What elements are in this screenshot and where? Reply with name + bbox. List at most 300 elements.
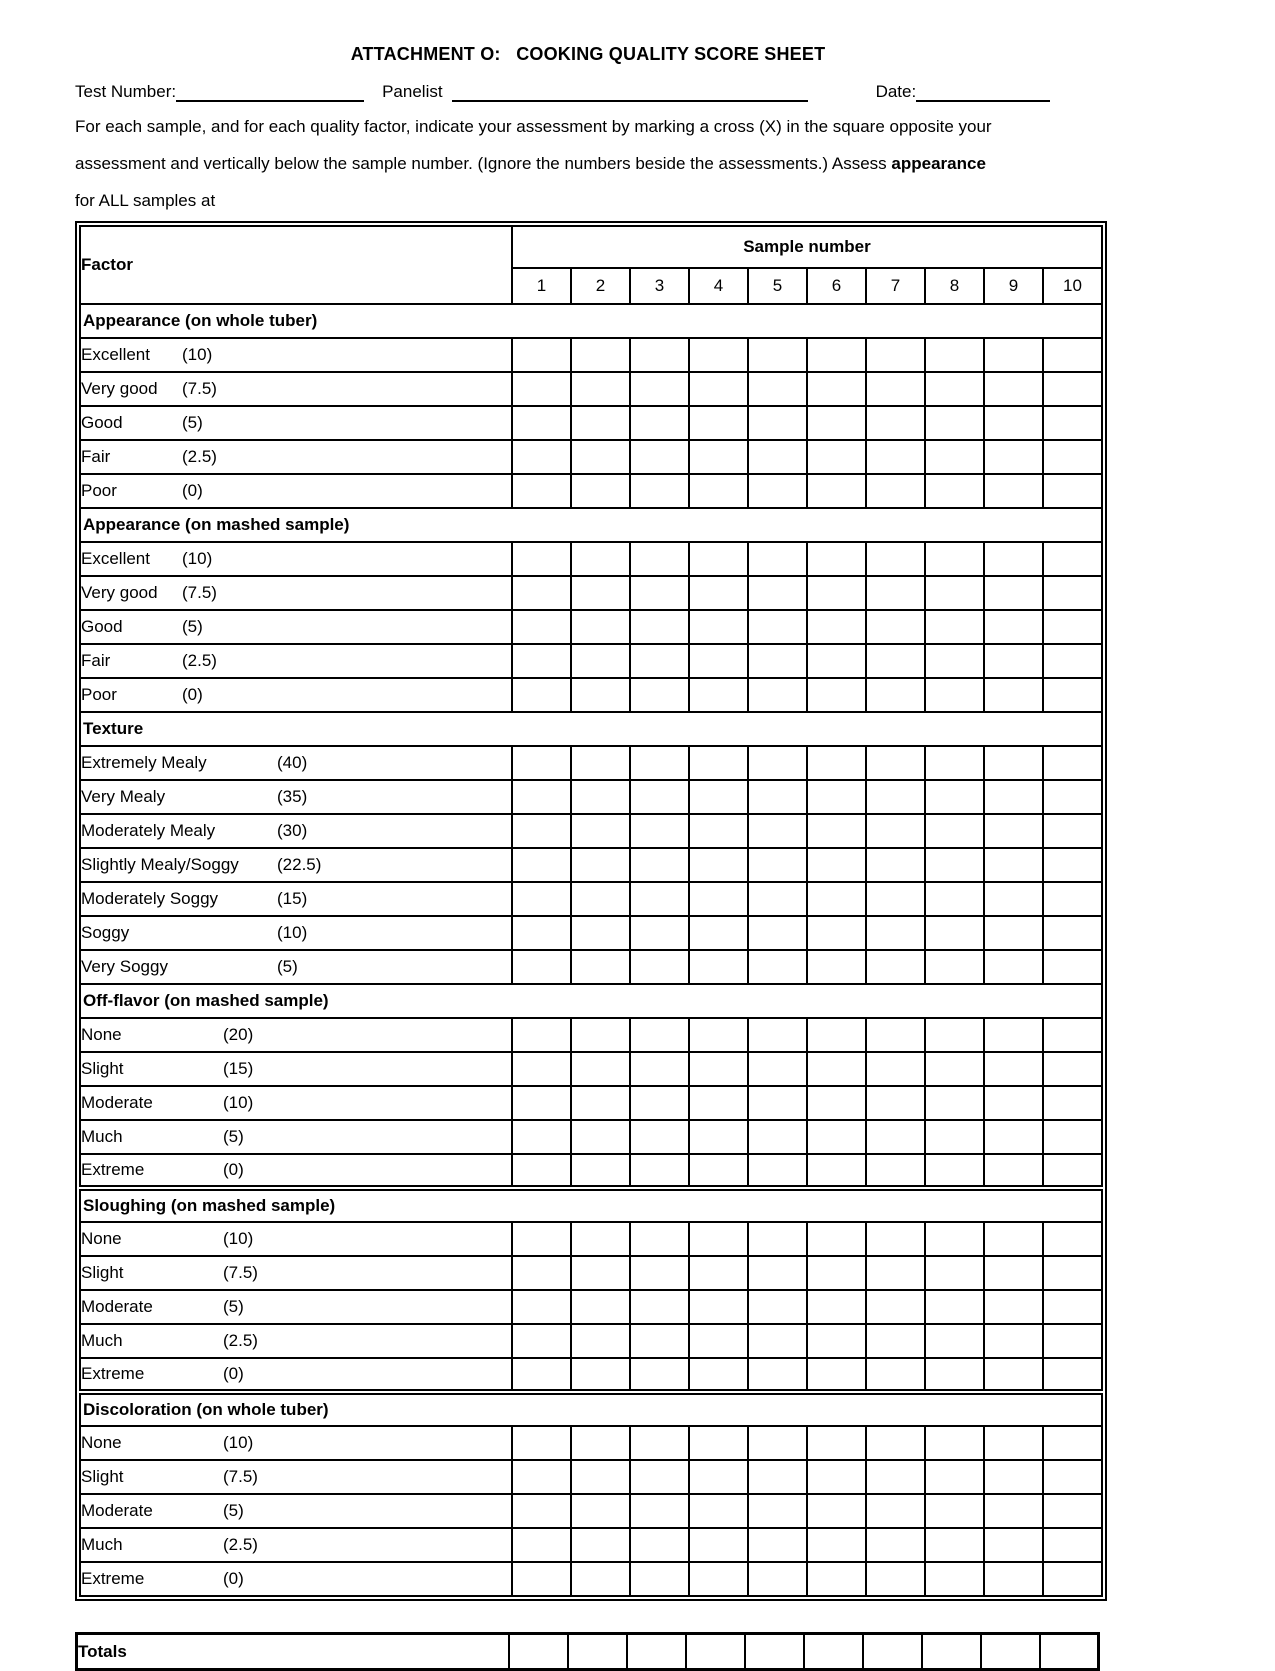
score-cell[interactable] xyxy=(512,1460,571,1494)
score-cell[interactable] xyxy=(984,576,1043,610)
score-cell[interactable] xyxy=(866,338,925,372)
score-cell[interactable] xyxy=(807,1256,866,1290)
score-cell[interactable] xyxy=(630,644,689,678)
score-cell[interactable] xyxy=(689,372,748,406)
score-cell[interactable] xyxy=(571,1426,630,1460)
score-cell[interactable] xyxy=(748,780,807,814)
score-cell[interactable] xyxy=(630,678,689,712)
score-cell[interactable] xyxy=(512,1052,571,1086)
score-cell[interactable] xyxy=(925,678,984,712)
score-cell[interactable] xyxy=(925,1426,984,1460)
score-cell[interactable] xyxy=(807,814,866,848)
score-cell[interactable] xyxy=(807,338,866,372)
score-cell[interactable] xyxy=(866,1154,925,1188)
score-cell[interactable] xyxy=(1043,338,1102,372)
score-cell[interactable] xyxy=(571,610,630,644)
score-cell[interactable] xyxy=(630,1086,689,1120)
score-cell[interactable] xyxy=(1043,1086,1102,1120)
score-cell[interactable] xyxy=(925,814,984,848)
score-cell[interactable] xyxy=(1043,1052,1102,1086)
score-cell[interactable] xyxy=(807,474,866,508)
score-cell[interactable] xyxy=(748,542,807,576)
score-cell[interactable] xyxy=(748,644,807,678)
score-cell[interactable] xyxy=(1043,1528,1102,1562)
date-input-line[interactable] xyxy=(916,82,1050,102)
score-cell[interactable] xyxy=(1043,848,1102,882)
score-cell[interactable] xyxy=(748,372,807,406)
score-cell[interactable] xyxy=(689,1460,748,1494)
score-cell[interactable] xyxy=(630,1222,689,1256)
score-cell[interactable] xyxy=(984,1222,1043,1256)
score-cell[interactable] xyxy=(984,1018,1043,1052)
score-cell[interactable] xyxy=(866,848,925,882)
score-cell[interactable] xyxy=(866,440,925,474)
score-cell[interactable] xyxy=(925,406,984,440)
score-cell[interactable] xyxy=(630,1120,689,1154)
score-cell[interactable] xyxy=(807,576,866,610)
score-cell[interactable] xyxy=(512,814,571,848)
score-cell[interactable] xyxy=(1043,474,1102,508)
score-cell[interactable] xyxy=(630,338,689,372)
totals-score-cell[interactable] xyxy=(568,1634,627,1670)
score-cell[interactable] xyxy=(630,610,689,644)
score-cell[interactable] xyxy=(630,1528,689,1562)
score-cell[interactable] xyxy=(512,1154,571,1188)
score-cell[interactable] xyxy=(571,882,630,916)
score-cell[interactable] xyxy=(984,678,1043,712)
score-cell[interactable] xyxy=(807,1052,866,1086)
score-cell[interactable] xyxy=(689,1086,748,1120)
score-cell[interactable] xyxy=(807,542,866,576)
score-cell[interactable] xyxy=(748,406,807,440)
totals-score-cell[interactable] xyxy=(1040,1634,1099,1670)
score-cell[interactable] xyxy=(571,1324,630,1358)
score-cell[interactable] xyxy=(807,882,866,916)
totals-score-cell[interactable] xyxy=(981,1634,1040,1670)
totals-score-cell[interactable] xyxy=(804,1634,863,1670)
score-cell[interactable] xyxy=(630,848,689,882)
score-cell[interactable] xyxy=(571,1086,630,1120)
score-cell[interactable] xyxy=(925,1120,984,1154)
score-cell[interactable] xyxy=(689,1562,748,1596)
score-cell[interactable] xyxy=(689,1018,748,1052)
score-cell[interactable] xyxy=(571,1494,630,1528)
score-cell[interactable] xyxy=(512,474,571,508)
score-cell[interactable] xyxy=(866,1290,925,1324)
score-cell[interactable] xyxy=(1043,814,1102,848)
score-cell[interactable] xyxy=(807,1018,866,1052)
score-cell[interactable] xyxy=(630,814,689,848)
score-cell[interactable] xyxy=(571,1460,630,1494)
score-cell[interactable] xyxy=(1043,1358,1102,1392)
score-cell[interactable] xyxy=(571,644,630,678)
score-cell[interactable] xyxy=(512,1086,571,1120)
score-cell[interactable] xyxy=(807,406,866,440)
score-cell[interactable] xyxy=(571,1052,630,1086)
score-cell[interactable] xyxy=(1043,1494,1102,1528)
score-cell[interactable] xyxy=(512,372,571,406)
score-cell[interactable] xyxy=(512,1324,571,1358)
score-cell[interactable] xyxy=(984,882,1043,916)
score-cell[interactable] xyxy=(748,440,807,474)
score-cell[interactable] xyxy=(571,1256,630,1290)
totals-score-cell[interactable] xyxy=(922,1634,981,1670)
score-cell[interactable] xyxy=(630,780,689,814)
score-cell[interactable] xyxy=(1043,678,1102,712)
score-cell[interactable] xyxy=(689,678,748,712)
score-cell[interactable] xyxy=(748,1154,807,1188)
score-cell[interactable] xyxy=(925,1562,984,1596)
score-cell[interactable] xyxy=(1043,1018,1102,1052)
score-cell[interactable] xyxy=(807,746,866,780)
score-cell[interactable] xyxy=(689,1222,748,1256)
score-cell[interactable] xyxy=(984,1528,1043,1562)
score-cell[interactable] xyxy=(1043,406,1102,440)
score-cell[interactable] xyxy=(748,746,807,780)
score-cell[interactable] xyxy=(571,678,630,712)
score-cell[interactable] xyxy=(807,372,866,406)
score-cell[interactable] xyxy=(571,950,630,984)
score-cell[interactable] xyxy=(630,440,689,474)
score-cell[interactable] xyxy=(689,1052,748,1086)
score-cell[interactable] xyxy=(866,1120,925,1154)
totals-score-cell[interactable] xyxy=(627,1634,686,1670)
score-cell[interactable] xyxy=(571,1018,630,1052)
score-cell[interactable] xyxy=(571,780,630,814)
score-cell[interactable] xyxy=(748,814,807,848)
score-cell[interactable] xyxy=(512,848,571,882)
score-cell[interactable] xyxy=(866,542,925,576)
score-cell[interactable] xyxy=(512,678,571,712)
score-cell[interactable] xyxy=(512,1018,571,1052)
score-cell[interactable] xyxy=(512,406,571,440)
score-cell[interactable] xyxy=(748,882,807,916)
score-cell[interactable] xyxy=(1043,916,1102,950)
score-cell[interactable] xyxy=(807,780,866,814)
score-cell[interactable] xyxy=(984,1494,1043,1528)
score-cell[interactable] xyxy=(689,542,748,576)
score-cell[interactable] xyxy=(984,1120,1043,1154)
score-cell[interactable] xyxy=(866,1460,925,1494)
score-cell[interactable] xyxy=(925,474,984,508)
score-cell[interactable] xyxy=(866,916,925,950)
score-cell[interactable] xyxy=(1043,542,1102,576)
score-cell[interactable] xyxy=(925,576,984,610)
score-cell[interactable] xyxy=(807,1324,866,1358)
score-cell[interactable] xyxy=(630,1018,689,1052)
score-cell[interactable] xyxy=(571,746,630,780)
score-cell[interactable] xyxy=(512,1358,571,1392)
score-cell[interactable] xyxy=(512,1562,571,1596)
score-cell[interactable] xyxy=(925,1290,984,1324)
score-cell[interactable] xyxy=(807,678,866,712)
score-cell[interactable] xyxy=(984,1460,1043,1494)
score-cell[interactable] xyxy=(630,1154,689,1188)
score-cell[interactable] xyxy=(866,576,925,610)
score-cell[interactable] xyxy=(925,610,984,644)
score-cell[interactable] xyxy=(689,916,748,950)
score-cell[interactable] xyxy=(512,1528,571,1562)
score-cell[interactable] xyxy=(630,1290,689,1324)
score-cell[interactable] xyxy=(866,950,925,984)
score-cell[interactable] xyxy=(689,882,748,916)
score-cell[interactable] xyxy=(866,814,925,848)
score-cell[interactable] xyxy=(748,1120,807,1154)
totals-score-cell[interactable] xyxy=(686,1634,745,1670)
score-cell[interactable] xyxy=(866,474,925,508)
score-cell[interactable] xyxy=(512,644,571,678)
score-cell[interactable] xyxy=(571,1222,630,1256)
score-cell[interactable] xyxy=(689,406,748,440)
totals-score-cell[interactable] xyxy=(745,1634,804,1670)
score-cell[interactable] xyxy=(630,882,689,916)
score-cell[interactable] xyxy=(512,1222,571,1256)
score-cell[interactable] xyxy=(571,1358,630,1392)
score-cell[interactable] xyxy=(571,1154,630,1188)
score-cell[interactable] xyxy=(689,1120,748,1154)
score-cell[interactable] xyxy=(807,950,866,984)
score-cell[interactable] xyxy=(1043,1460,1102,1494)
score-cell[interactable] xyxy=(512,440,571,474)
score-cell[interactable] xyxy=(571,1528,630,1562)
score-cell[interactable] xyxy=(984,440,1043,474)
score-cell[interactable] xyxy=(512,542,571,576)
score-cell[interactable] xyxy=(748,1528,807,1562)
score-cell[interactable] xyxy=(571,440,630,474)
score-cell[interactable] xyxy=(984,1290,1043,1324)
score-cell[interactable] xyxy=(866,406,925,440)
score-cell[interactable] xyxy=(571,1120,630,1154)
score-cell[interactable] xyxy=(925,644,984,678)
score-cell[interactable] xyxy=(748,474,807,508)
score-cell[interactable] xyxy=(925,916,984,950)
score-cell[interactable] xyxy=(807,1562,866,1596)
score-cell[interactable] xyxy=(689,610,748,644)
score-cell[interactable] xyxy=(571,372,630,406)
score-cell[interactable] xyxy=(807,440,866,474)
score-cell[interactable] xyxy=(984,780,1043,814)
score-cell[interactable] xyxy=(807,1154,866,1188)
score-cell[interactable] xyxy=(512,610,571,644)
score-cell[interactable] xyxy=(748,576,807,610)
score-cell[interactable] xyxy=(748,1222,807,1256)
score-cell[interactable] xyxy=(866,780,925,814)
score-cell[interactable] xyxy=(689,1256,748,1290)
score-cell[interactable] xyxy=(925,882,984,916)
score-cell[interactable] xyxy=(630,1358,689,1392)
score-cell[interactable] xyxy=(866,1086,925,1120)
score-cell[interactable] xyxy=(866,1494,925,1528)
score-cell[interactable] xyxy=(512,576,571,610)
score-cell[interactable] xyxy=(571,1562,630,1596)
score-cell[interactable] xyxy=(1043,950,1102,984)
score-cell[interactable] xyxy=(866,746,925,780)
score-cell[interactable] xyxy=(866,1018,925,1052)
score-cell[interactable] xyxy=(630,1324,689,1358)
score-cell[interactable] xyxy=(689,644,748,678)
score-cell[interactable] xyxy=(748,1494,807,1528)
score-cell[interactable] xyxy=(689,1290,748,1324)
score-cell[interactable] xyxy=(1043,1290,1102,1324)
score-cell[interactable] xyxy=(630,1052,689,1086)
score-cell[interactable] xyxy=(630,1256,689,1290)
score-cell[interactable] xyxy=(1043,1154,1102,1188)
score-cell[interactable] xyxy=(571,848,630,882)
score-cell[interactable] xyxy=(866,1324,925,1358)
score-cell[interactable] xyxy=(984,1154,1043,1188)
score-cell[interactable] xyxy=(748,338,807,372)
score-cell[interactable] xyxy=(984,474,1043,508)
score-cell[interactable] xyxy=(925,848,984,882)
score-cell[interactable] xyxy=(630,474,689,508)
score-cell[interactable] xyxy=(571,916,630,950)
score-cell[interactable] xyxy=(925,1358,984,1392)
score-cell[interactable] xyxy=(925,780,984,814)
score-cell[interactable] xyxy=(1043,610,1102,644)
score-cell[interactable] xyxy=(1043,1324,1102,1358)
score-cell[interactable] xyxy=(748,916,807,950)
score-cell[interactable] xyxy=(866,372,925,406)
score-cell[interactable] xyxy=(689,474,748,508)
score-cell[interactable] xyxy=(748,1358,807,1392)
score-cell[interactable] xyxy=(984,644,1043,678)
score-cell[interactable] xyxy=(512,1120,571,1154)
score-cell[interactable] xyxy=(1043,372,1102,406)
score-cell[interactable] xyxy=(984,916,1043,950)
score-cell[interactable] xyxy=(866,1562,925,1596)
score-cell[interactable] xyxy=(748,1256,807,1290)
score-cell[interactable] xyxy=(689,576,748,610)
score-cell[interactable] xyxy=(807,1290,866,1324)
score-cell[interactable] xyxy=(1043,1120,1102,1154)
panelist-input-line[interactable] xyxy=(452,82,808,102)
score-cell[interactable] xyxy=(984,1562,1043,1596)
score-cell[interactable] xyxy=(1043,1426,1102,1460)
score-cell[interactable] xyxy=(689,1426,748,1460)
score-cell[interactable] xyxy=(630,1426,689,1460)
score-cell[interactable] xyxy=(984,1324,1043,1358)
score-cell[interactable] xyxy=(1043,576,1102,610)
score-cell[interactable] xyxy=(866,1358,925,1392)
score-cell[interactable] xyxy=(1043,1222,1102,1256)
score-cell[interactable] xyxy=(925,1324,984,1358)
score-cell[interactable] xyxy=(571,1290,630,1324)
score-cell[interactable] xyxy=(925,746,984,780)
score-cell[interactable] xyxy=(984,1052,1043,1086)
score-cell[interactable] xyxy=(689,814,748,848)
score-cell[interactable] xyxy=(689,338,748,372)
score-cell[interactable] xyxy=(748,1324,807,1358)
score-cell[interactable] xyxy=(807,1358,866,1392)
score-cell[interactable] xyxy=(866,1052,925,1086)
score-cell[interactable] xyxy=(984,1086,1043,1120)
score-cell[interactable] xyxy=(1043,440,1102,474)
totals-score-cell[interactable] xyxy=(509,1634,568,1670)
score-cell[interactable] xyxy=(512,916,571,950)
score-cell[interactable] xyxy=(866,1222,925,1256)
score-cell[interactable] xyxy=(630,406,689,440)
score-cell[interactable] xyxy=(512,1256,571,1290)
score-cell[interactable] xyxy=(925,1494,984,1528)
score-cell[interactable] xyxy=(984,746,1043,780)
score-cell[interactable] xyxy=(689,950,748,984)
score-cell[interactable] xyxy=(630,372,689,406)
score-cell[interactable] xyxy=(630,576,689,610)
score-cell[interactable] xyxy=(807,1222,866,1256)
score-cell[interactable] xyxy=(571,474,630,508)
score-cell[interactable] xyxy=(1043,644,1102,678)
score-cell[interactable] xyxy=(630,916,689,950)
score-cell[interactable] xyxy=(807,1494,866,1528)
score-cell[interactable] xyxy=(866,644,925,678)
score-cell[interactable] xyxy=(571,542,630,576)
score-cell[interactable] xyxy=(807,916,866,950)
score-cell[interactable] xyxy=(748,610,807,644)
score-cell[interactable] xyxy=(925,950,984,984)
score-cell[interactable] xyxy=(748,848,807,882)
score-cell[interactable] xyxy=(925,1018,984,1052)
score-cell[interactable] xyxy=(807,610,866,644)
score-cell[interactable] xyxy=(689,1358,748,1392)
score-cell[interactable] xyxy=(866,678,925,712)
score-cell[interactable] xyxy=(748,1460,807,1494)
score-cell[interactable] xyxy=(630,542,689,576)
score-cell[interactable] xyxy=(807,1086,866,1120)
score-cell[interactable] xyxy=(689,746,748,780)
score-cell[interactable] xyxy=(512,950,571,984)
test-number-input-line[interactable] xyxy=(176,82,364,102)
score-cell[interactable] xyxy=(925,542,984,576)
score-cell[interactable] xyxy=(571,406,630,440)
score-cell[interactable] xyxy=(807,1120,866,1154)
score-cell[interactable] xyxy=(866,610,925,644)
score-cell[interactable] xyxy=(925,1256,984,1290)
score-cell[interactable] xyxy=(925,1222,984,1256)
score-cell[interactable] xyxy=(748,678,807,712)
score-cell[interactable] xyxy=(748,1562,807,1596)
score-cell[interactable] xyxy=(807,1528,866,1562)
score-cell[interactable] xyxy=(984,1426,1043,1460)
score-cell[interactable] xyxy=(512,882,571,916)
score-cell[interactable] xyxy=(984,848,1043,882)
score-cell[interactable] xyxy=(748,950,807,984)
score-cell[interactable] xyxy=(1043,1562,1102,1596)
score-cell[interactable] xyxy=(512,780,571,814)
score-cell[interactable] xyxy=(984,610,1043,644)
score-cell[interactable] xyxy=(925,372,984,406)
score-cell[interactable] xyxy=(984,814,1043,848)
score-cell[interactable] xyxy=(630,1562,689,1596)
score-cell[interactable] xyxy=(925,338,984,372)
score-cell[interactable] xyxy=(984,1256,1043,1290)
score-cell[interactable] xyxy=(1043,780,1102,814)
score-cell[interactable] xyxy=(689,1494,748,1528)
score-cell[interactable] xyxy=(807,848,866,882)
score-cell[interactable] xyxy=(1043,882,1102,916)
score-cell[interactable] xyxy=(807,1460,866,1494)
score-cell[interactable] xyxy=(512,1426,571,1460)
score-cell[interactable] xyxy=(807,1426,866,1460)
score-cell[interactable] xyxy=(807,644,866,678)
score-cell[interactable] xyxy=(984,406,1043,440)
score-cell[interactable] xyxy=(689,1528,748,1562)
score-cell[interactable] xyxy=(748,1052,807,1086)
score-cell[interactable] xyxy=(925,1154,984,1188)
score-cell[interactable] xyxy=(984,950,1043,984)
score-cell[interactable] xyxy=(512,1494,571,1528)
score-cell[interactable] xyxy=(925,440,984,474)
score-cell[interactable] xyxy=(1043,746,1102,780)
